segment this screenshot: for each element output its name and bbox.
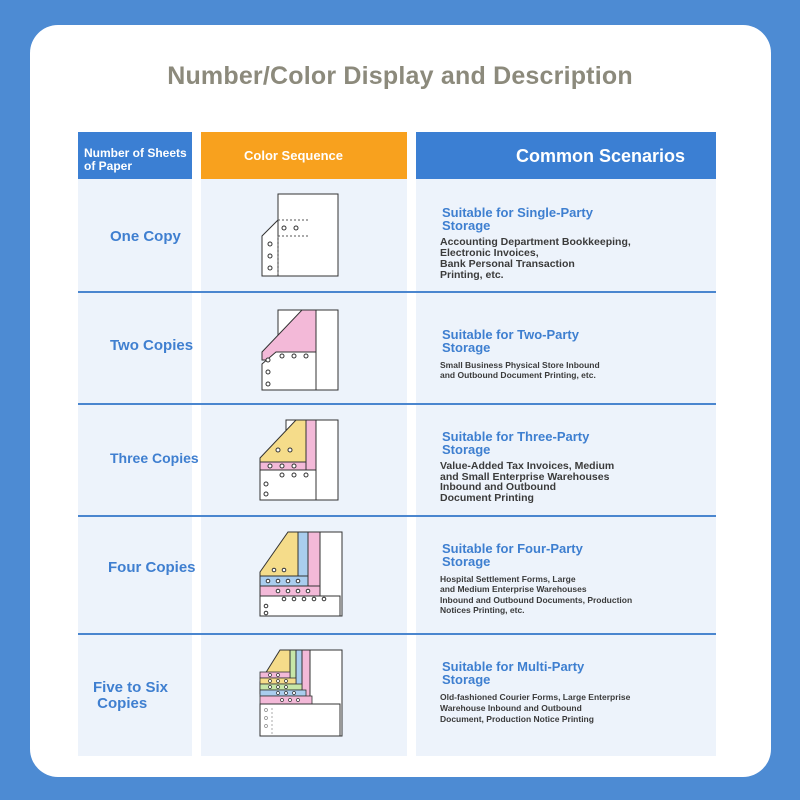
four-ply-form-icon	[258, 530, 344, 618]
single-ply-form-icon	[258, 192, 342, 278]
scenario-title: Suitable for Four-Party Storage	[442, 541, 583, 569]
header-color: Color Sequence	[201, 132, 407, 179]
scenario-description: Value-Added Tax Invoices, Medium and Small Enterprise Warehouses Inbound and Outbound Document Printing	[440, 460, 615, 504]
multi-ply-form-icon	[258, 648, 344, 738]
row-label-two: Two Copies	[110, 337, 194, 354]
header-sheets: Number of Sheets of Paper	[78, 132, 192, 179]
row-divider	[78, 633, 716, 635]
scenario-description: Accounting Department Bookkeeping, Electronic Invoices, Bank Personal Transaction Printing, etc.	[440, 236, 631, 281]
scenario-title: Suitable for Single-Party Storage	[442, 205, 593, 233]
row-divider	[78, 291, 716, 293]
scenario-title: Suitable for Three-Party Storage	[442, 429, 590, 457]
scenario-description: Small Business Physical Store Inbound and Outbound Document Printing, etc.	[440, 360, 600, 380]
header-scenarios: Common Scenarios	[416, 132, 716, 179]
three-ply-form-icon	[258, 418, 342, 502]
row-divider	[78, 515, 716, 517]
row-label-five-six: Five to Six Copies	[93, 679, 169, 712]
row-label-three: Three Copies	[110, 450, 199, 466]
scenario-description: Hospital Settlement Forms, Large and Medium Enterprise Warehouses Inbound and Outbound Documents, Production Notices Printing, etc.	[440, 574, 633, 615]
two-ply-form-icon	[258, 308, 342, 392]
row-divider	[78, 403, 716, 405]
scenario-description: Old-fashioned Courier Forms, Large Enterprise Warehouse Inbound and Outbound Document, Production Notice Printing	[440, 692, 631, 724]
scenario-title: Suitable for Multi-Party Storage	[442, 659, 585, 687]
page-title: Number/Color Display and Description	[167, 62, 633, 90]
scenario-title: Suitable for Two-Party Storage	[442, 327, 579, 355]
sheets-column	[78, 179, 192, 756]
row-label-one: One Copy	[110, 228, 181, 245]
row-label-four: Four Copies	[108, 559, 196, 576]
